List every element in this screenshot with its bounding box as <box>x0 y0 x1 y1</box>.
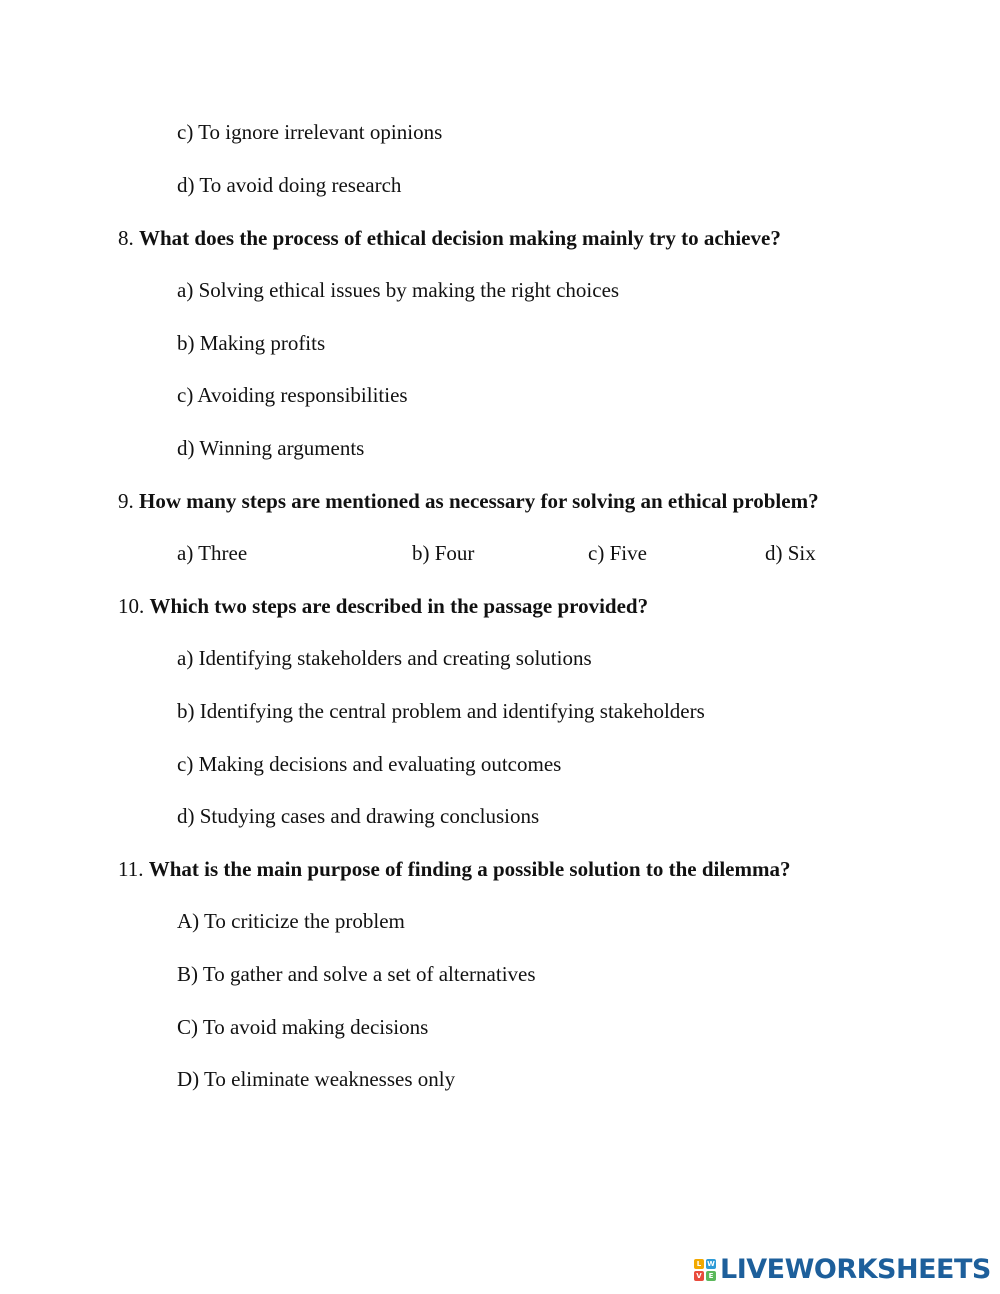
question-10 <box>118 594 648 618</box>
option-10d: d) Studying cases and drawing conclusions <box>177 804 540 828</box>
option-11d: D) To eliminate weaknesses only <box>177 1067 456 1091</box>
logo-cell: E <box>706 1271 716 1281</box>
option-10c: c) Making decisions and evaluating outcomes <box>177 752 562 776</box>
logo-cell: L <box>694 1259 704 1269</box>
question-number: 9. <box>118 489 134 513</box>
question-number: 8. <box>118 226 134 250</box>
question-8 <box>118 226 781 250</box>
question-text: Which two steps are described in the passage provided? <box>149 594 649 618</box>
option-8b: b) Making profits <box>177 331 326 355</box>
question-text: What does the process of ethical decision making mainly try to achieve? <box>139 226 781 250</box>
option-8c: c) Avoiding responsibilities <box>177 383 408 407</box>
question-text: What is the main purpose of finding a possible solution to the dilemma? <box>148 857 791 881</box>
option-11b: B) To gather and solve a set of alternatives <box>177 962 536 986</box>
option-9b: b) Four <box>412 541 475 565</box>
logo-cell: V <box>694 1271 704 1281</box>
logo-cell: W <box>707 1260 715 1268</box>
option-9a: a) Three <box>177 541 248 565</box>
question-text: How many steps are mentioned as necessary for solving an ethical problem? <box>139 489 819 513</box>
option-10b: b) Identifying the central problem and identifying stakeholders <box>177 699 705 723</box>
option-7d: d) To avoid doing research <box>177 173 402 197</box>
option-11a: A) To criticize the problem <box>177 909 405 933</box>
question-9 <box>118 489 819 513</box>
question-number: 10. <box>118 594 145 618</box>
option-8d: d) Winning arguments <box>177 436 365 460</box>
option-8a: a) Solving ethical issues by making the right choices <box>177 278 620 302</box>
question-11 <box>118 857 791 881</box>
logo-icon <box>694 1259 716 1281</box>
option-9d: d) Six <box>765 541 816 565</box>
option-11c: C) To avoid making decisions <box>177 1015 429 1039</box>
liveworksheets-logo <box>694 1255 991 1285</box>
question-number: 11. <box>118 857 144 881</box>
option-7c: c) To ignore irrelevant opinions <box>177 120 443 144</box>
option-10a: a) Identifying stakeholders and creating solutions <box>177 646 592 670</box>
brand-name: LIVEWORKSHEETS <box>720 1254 991 1285</box>
option-9c: c) Five <box>588 541 647 565</box>
